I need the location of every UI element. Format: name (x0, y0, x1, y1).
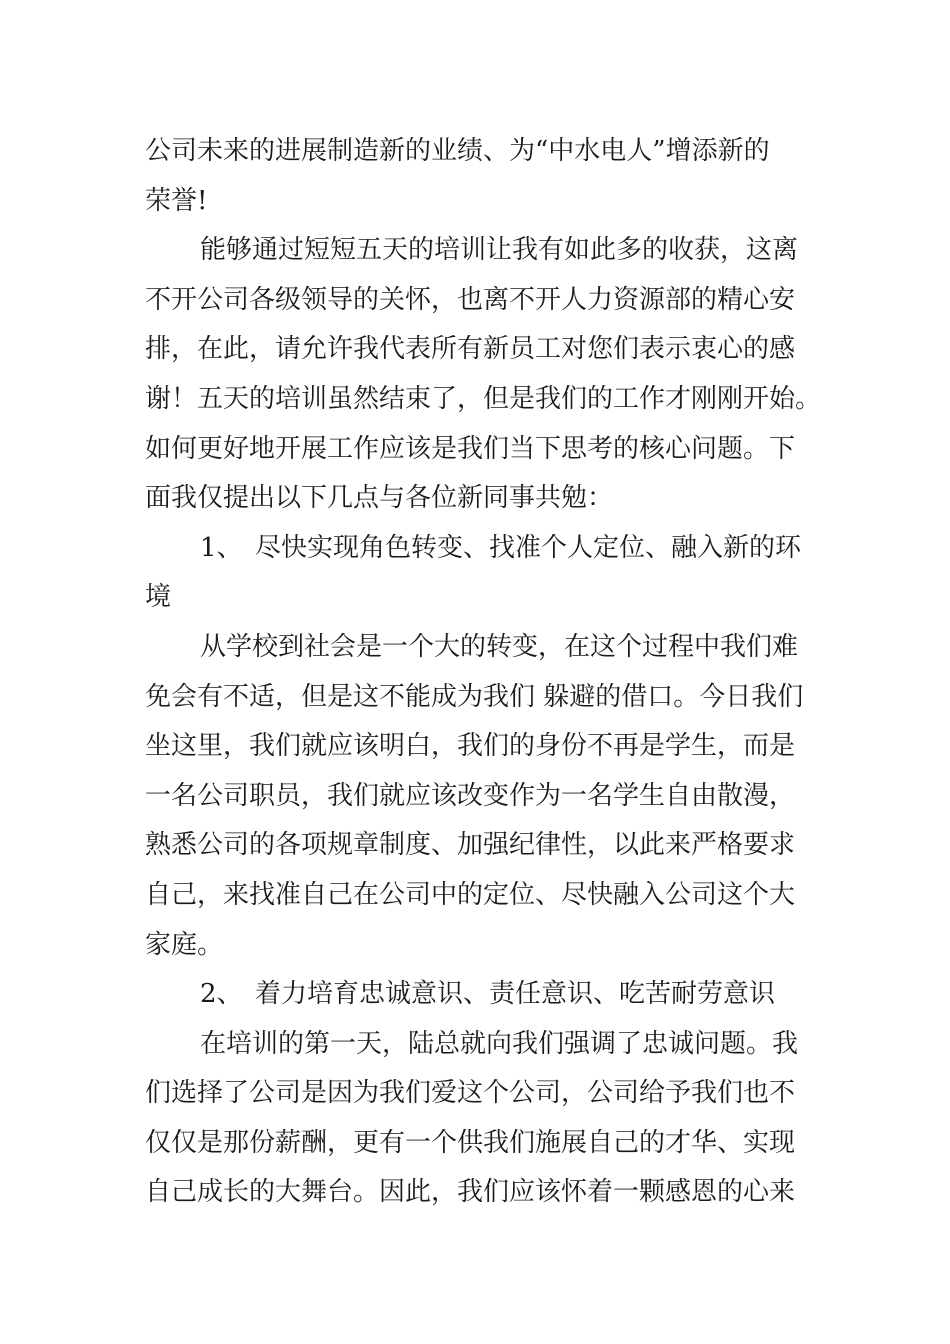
text-line: 境 (145, 582, 172, 613)
text-line: 自己成长的大舞台。因此，我们应该怀着一颗感恩的心来 (145, 1177, 796, 1208)
section-heading-2 (145, 970, 825, 1020)
text-line: 仅仅是那份薪酬，更有一个供我们施展自己的才华、实现 (145, 1127, 796, 1158)
paragraph-start-line: 在培训的第一天，陆总就向我们强调了忠诚问题。我 (200, 1028, 799, 1059)
text-line: 荣誉! (145, 185, 208, 216)
text-line: 家庭。 (145, 929, 224, 960)
document-page (145, 127, 825, 1218)
section-number: 1、 (200, 532, 243, 563)
section-heading-text: 尽快实现角色转变、找准个人定位、融入新的环 (255, 532, 802, 563)
section-heading-1 (145, 524, 825, 574)
text-line: 自己，来找准自己在公司中的定位、尽快融入公司这个大 (145, 879, 796, 910)
text-line: 如何更好地开展工作应该是我们当下思考的核心问题。下 (145, 433, 796, 464)
text-line: 坐这里，我们就应该明白，我们的身份不再是学生，而是 (145, 731, 796, 762)
text-line: 们选择了公司是因为我们爱这个公司，公司给予我们也不 (145, 1078, 796, 1109)
section-heading-text: 着力培育忠诚意识、责任意识、吃苦耐劳意识 (255, 979, 776, 1010)
section-number: 2、 (200, 979, 243, 1010)
text-line: 面我仅提出以下几点与各位新同事共勉： (145, 483, 614, 514)
paragraph-start-line: 从学校到社会是一个大的转变，在这个过程中我们难 (200, 631, 799, 662)
text-line: 免会有不适，但是这不能成为我们 躲避的借口。今日我们 (145, 681, 804, 712)
text-line: 熟悉公司的各项规章制度、加强纪律性，以此来严格要求 (145, 830, 796, 861)
paragraph-start-line: 能够通过短短五天的培训让我有如此多的收获，这离 (200, 235, 799, 266)
text-line: 公司未来的进展制造新的业绩、为“中水电人”增添新的 (145, 136, 770, 166)
text-line: 不开公司各级领导的关怀，也离不开人力资源部的精心安 (145, 284, 796, 315)
text-line: 排，在此，请允许我代表所有新员工对您们表示衷心的感 (145, 334, 796, 365)
text-line: 一名公司职员，我们就应该改变作为一名学生自由散漫， (145, 780, 796, 811)
text-line: 谢！五天的培训虽然结束了，但是我们的工作才刚刚开始。 (145, 383, 822, 414)
